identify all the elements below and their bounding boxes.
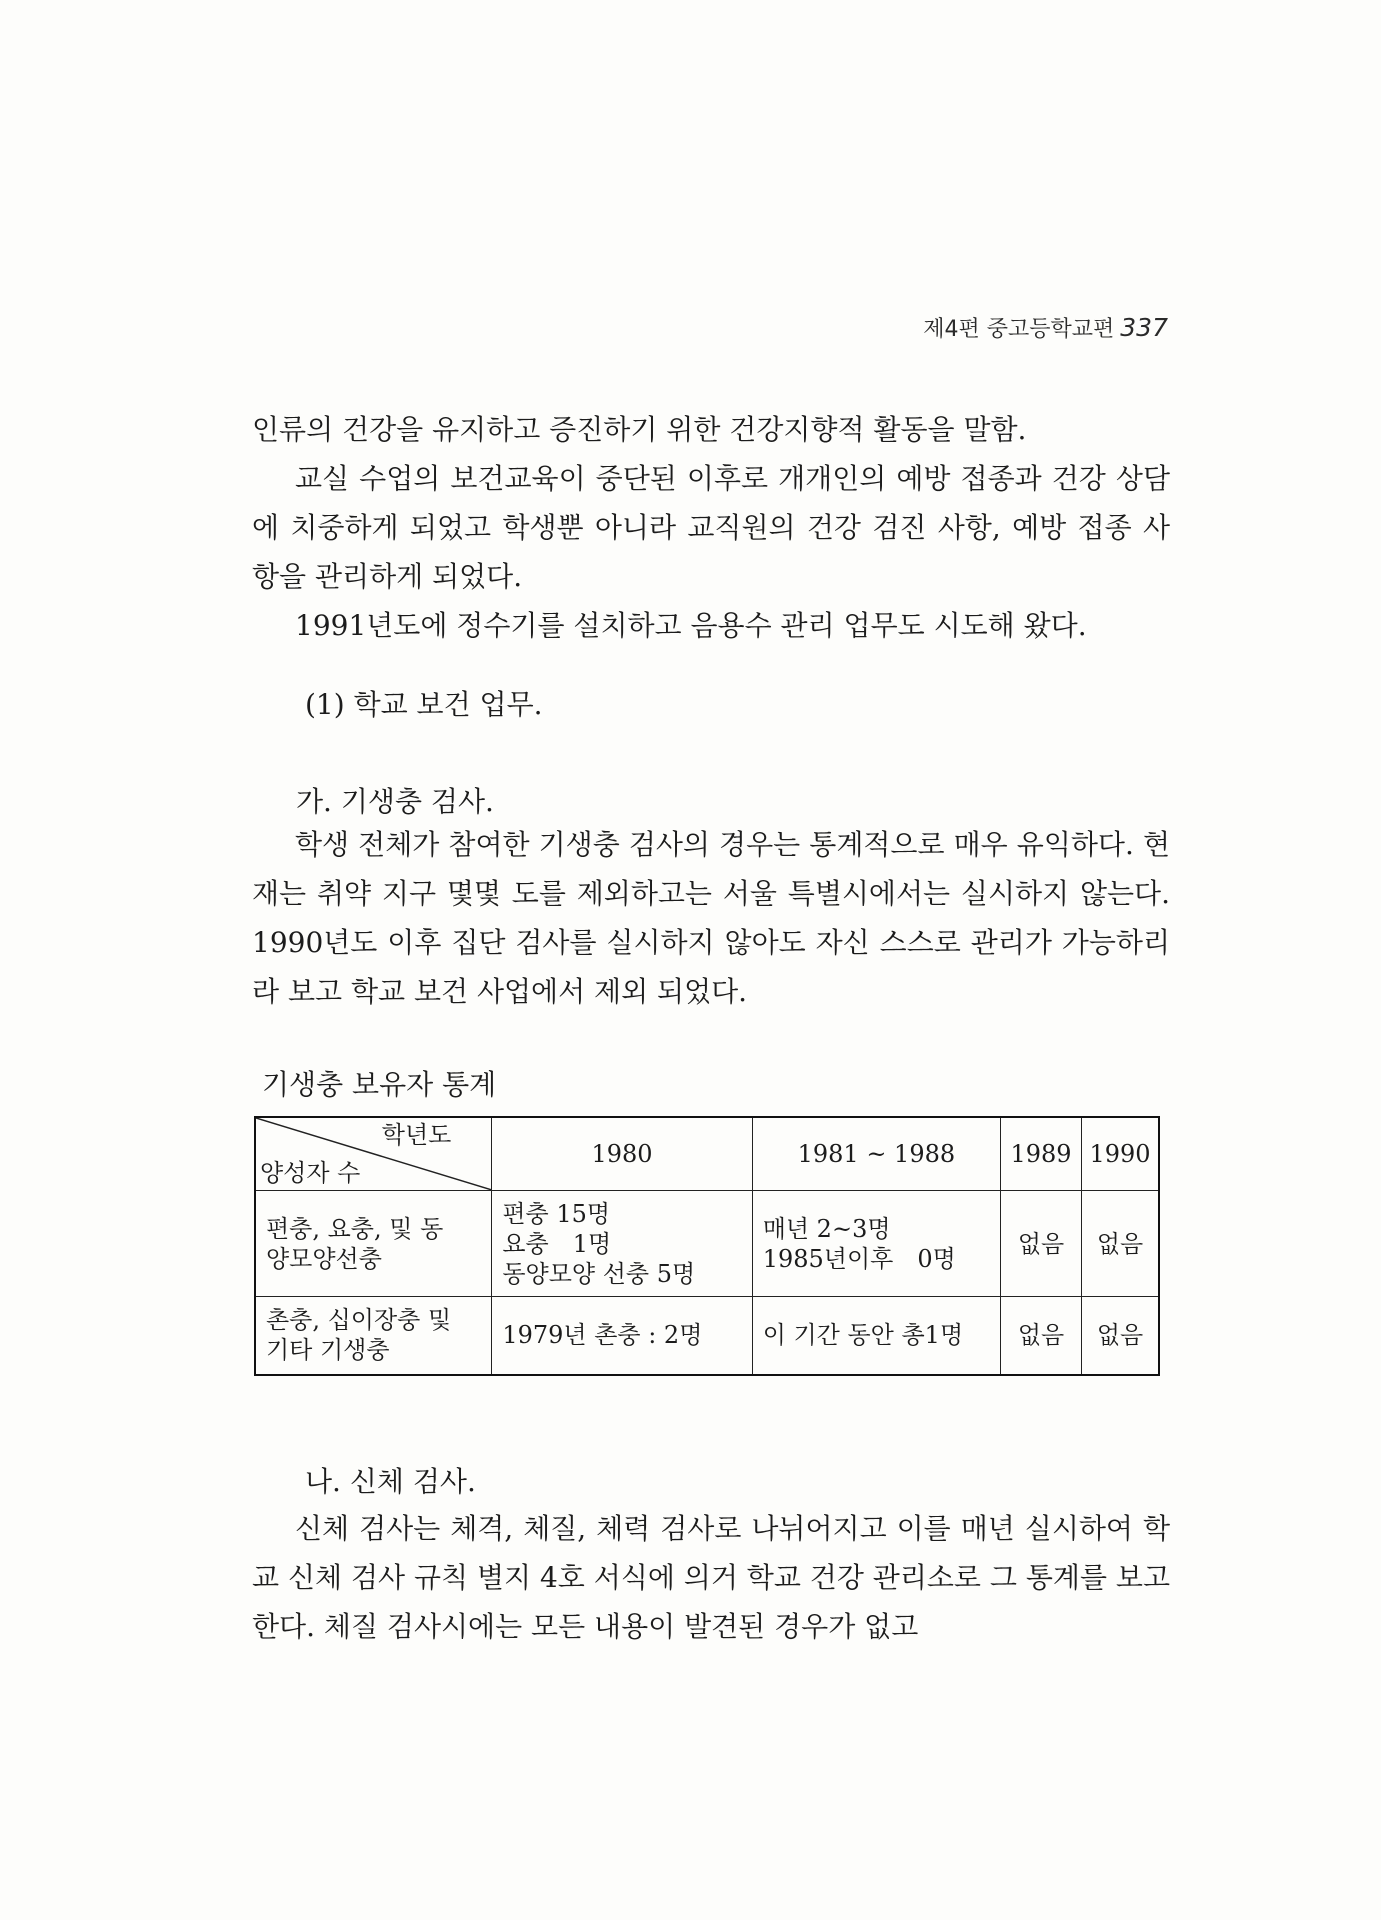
row-label-line: 편충, 요충, 및 동 — [266, 1214, 444, 1243]
intro-paragraph-1: 인류의 건강을 유지하고 증진하기 위한 건강지향적 활동을 말함. — [252, 413, 1027, 446]
table-cell — [492, 1297, 752, 1375]
cell-line: 1985년이후 0명 — [762, 1244, 956, 1273]
page-number: 337 — [1120, 313, 1168, 342]
column-header: 1981 ~ 1988 — [752, 1117, 1000, 1191]
table-cell — [752, 1297, 1000, 1375]
table-header-row — [255, 1117, 1159, 1191]
cell-line: 동양모양 선충 5명 — [502, 1259, 696, 1288]
cell-line: 1979년 촌충 : 2명 — [502, 1321, 703, 1350]
column-header: 1980 — [492, 1117, 752, 1191]
table-row — [255, 1191, 1159, 1297]
parasite-stats-table — [254, 1116, 1160, 1376]
corner-label-year: 학년도 — [381, 1121, 452, 1149]
subsection-a-body: 학생 전체가 참여한 기생충 검사의 경우는 통계적으로 매우 유익하다. 현재는 취약 지구 몇몇 도를 제외하고는 서울 특별시에서는 실시하지 않는다. 1990년도 이후 집단 검사를 실시하지 않아도 자신 스스로 관리가 가능하리라 보고 학교 보건 사업에서 제외 되었다. — [252, 828, 1170, 1008]
intro-block — [252, 405, 1170, 650]
row-label-cell — [255, 1191, 492, 1297]
table-cell: 없음 — [1082, 1297, 1159, 1375]
subsection-heading-b: 나. 신체 검사. — [305, 1465, 476, 1498]
intro-paragraph-3: 1991년도에 정수기를 설치하고 음용수 관리 업무도 시도해 왔다. — [295, 609, 1087, 642]
table-caption: 기생충 보유자 통계 — [262, 1068, 497, 1101]
subsection-b-body: 신체 검사는 체격, 체질, 체력 검사로 나뉘어지고 이를 매년 실시하여 학교 신체 검사 규칙 별지 4호 서식에 의거 학교 건강 관리소로 그 통계를 보고한다. 체질 검사시에는 모든 내용이 발견된 경우가 없고 — [252, 1512, 1170, 1643]
running-header — [923, 312, 1168, 343]
table-corner-cell — [255, 1117, 492, 1191]
table-row — [255, 1297, 1159, 1375]
column-header: 1989 — [1001, 1117, 1082, 1191]
subsection-b-block — [252, 1504, 1170, 1651]
section-title: 제4편 중고등학교편 — [923, 317, 1115, 342]
cell-line: 요충 1명 — [502, 1229, 612, 1258]
table-cell: 없음 — [1082, 1191, 1159, 1297]
row-label-line: 양모양선충 — [266, 1244, 382, 1273]
row-label-cell — [255, 1297, 492, 1375]
intro-paragraph-2: 교실 수업의 보건교육이 중단된 이후로 개개인의 예방 접종과 건강 상담에 치중하게 되었고 학생뿐 아니라 교직원의 건강 검진 사항, 예방 접종 사항을 관리하게 되었다. — [252, 462, 1170, 593]
row-label-line: 촌충, 십이장충 및 — [266, 1306, 452, 1335]
cell-line: 편충 15명 — [502, 1199, 611, 1228]
table-cell — [492, 1191, 752, 1297]
table-cell — [752, 1191, 1000, 1297]
corner-label-positive: 양성자 수 — [260, 1159, 361, 1187]
table-cell: 없음 — [1001, 1297, 1082, 1375]
cell-line: 매년 2~3명 — [762, 1214, 891, 1243]
cell-line: 이 기간 동안 총1명 — [762, 1321, 964, 1350]
row-label-line: 기타 기생충 — [266, 1336, 390, 1365]
column-header: 1990 — [1082, 1117, 1159, 1191]
table-cell: 없음 — [1001, 1191, 1082, 1297]
subsection-a-block — [252, 820, 1170, 1016]
subsection-heading-a: 가. 기생충 검사. — [296, 785, 494, 818]
section-heading-1: (1) 학교 보건 업무. — [305, 688, 543, 721]
